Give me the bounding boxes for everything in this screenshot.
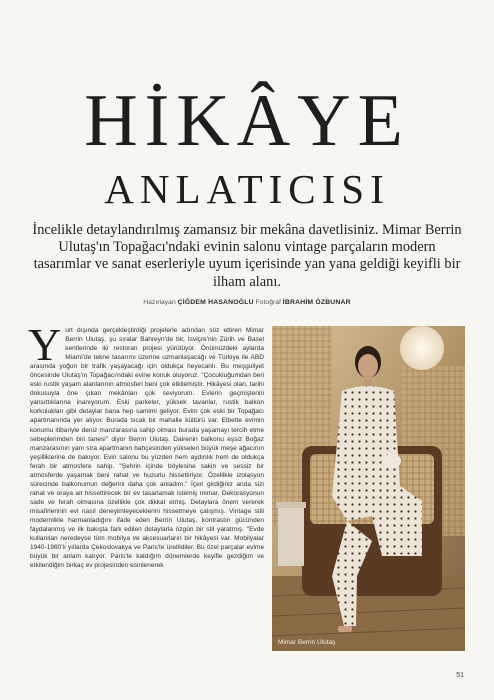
photo-caption: Mimar Berrin Ulutaş: [278, 639, 336, 646]
author-name: ÇİĞDEM HASANOĞLU: [177, 299, 254, 306]
photographer-name: İBRAHİM ÖZBUNAR: [282, 299, 351, 306]
portrait-photo: [272, 326, 465, 651]
photo-by-label: Fotoğraf: [255, 299, 281, 306]
headline-line-2: ANLATICISI: [104, 166, 390, 212]
page-number: 51: [456, 672, 464, 679]
headline-line-1: HİKÂYE: [84, 80, 410, 162]
prepared-by-label: Hazırlayan: [143, 299, 176, 306]
portrait-photo-illustration: [272, 326, 465, 651]
byline: [0, 299, 494, 306]
drop-cap: Y: [28, 319, 62, 370]
article-body: [28, 319, 264, 570]
standfirst: İncelikle detaylandırılmış zamansız bir mekâna davetlisiniz. Mimar Berrin Ulutaş'ın Topağacı'ndaki evinin salonu vintage parçaların modern tasarımlar ve sanat eserleriyle uyum içerisinde yan yana geldiği keyifli bir ilham alanı.: [32, 222, 462, 290]
article-body-text: urt dışında gerçekleştirdiği projelerle adından söz ettiren Mimar Berrin Ulutaş, şu sıralar Bahreyn'de bir, İsviçre'nin Zürih ve Basel kentlerinde iki restoran projesi yürütüyor. Önümüzdeki aylarda Miami'de tekne tasarımı üzerine uzmanlaşacağı ve Türkiye ile ABD arasında yoğun bir trafik yaşayacağı için oldukça heyecanlı. Bu meşguliyet öncesinde Ulutaş'ın Topağacı'ndaki evine konuk oluyoruz. "Çocukluğumdan beri eski rustik yaşam alanlarının atmosferi beni çok etkilemiştir. Hikâyesi olan, tarihi dokusuyla öne çıkan mekânları çok seviyorum. Evlerin geçmişlerini yansıttıklarına inanıyorum. Eski parkeler, yüksek tavanlar, rustik balkon korkulukları gibi detaylar bana hep samimi geliyor. Evim çok eski bir Topağacı apartmanında yer alıyor. Burada sıcak bir mahalle kültürü var. Elbette evimin konumu itibariyle deniz manzarasına sahip olması burada yaşamayı tercih etme sebeplerimden biri tanesi" diyor Berrin Ulutaş. Dairenin balkonu eşsiz Boğaz manzarasının yanı sıra apartmanın bahçesinden yükselen büyük meşe ağacının yeşilliklerine de bakıyor. Evin salonu bu yüzden hem aydınlık hem de oldukça ferah bir atmosfere sahip. "Şehrin içinde böylesine sakin ve sessiz bir atmosferde yaşamak beni rahat ve huzurlu hissettiriyor. Özellikle izolasyon sürecinde balkonumun değerini daha çok anladım." İçeri girdiğiniz anda sizi rahat ve oraya ait hissettirecek bir ev tasarlamak istemiş mimar. Dekorasyonun sade ve ferah olmasına özellikle çok dikkat etmiş. Detaylara önem vererek misafirlerinin evi nasıl deneyimleyeceklerini hissetmeye çalışmış. Vintage stili modernlikle harmanladığını ifade eden Berrin Ulutaş, kontrastın gücünden faydalanmış ve ilk bakışta fark edilen detaylarla özgün bir stil yaratmış. "Evde kullanılan neredeyse tüm mobilya ve aksesuarların bir hikâyesi var. Mobilyalar 1940-1960'lı yıllarda Çekoslovakya ve Paris'te üretildiler. Bu özel parçalar evime büyük bir anlam katıyor. Paris'te kaldığım dönemlerde keyifle gezdiğim ve etkilendiğim birkaç ev projesinden esinlenerek: [30, 327, 264, 570]
